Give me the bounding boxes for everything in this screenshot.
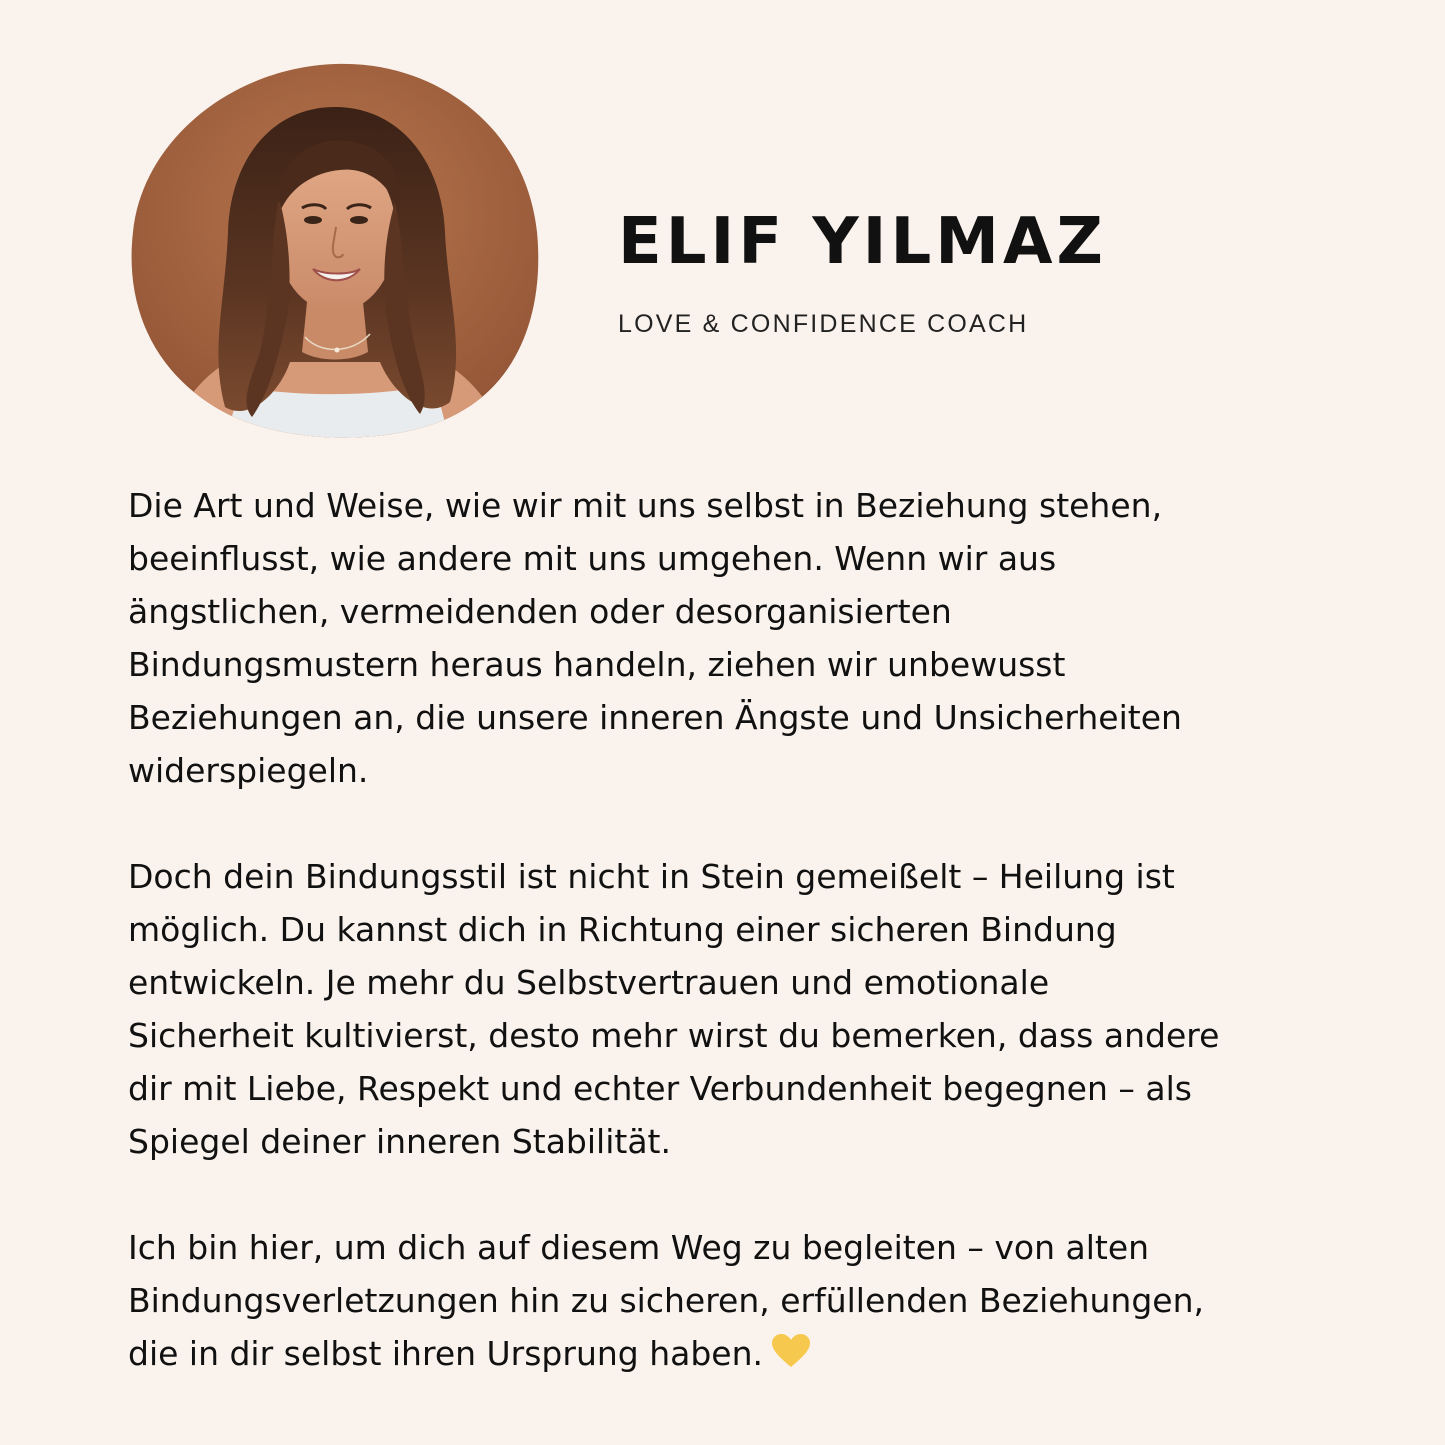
- bio-paragraph-2: [128, 850, 1368, 1168]
- text-line: Die Art und Weise, wie wir mit uns selbst in Beziehung stehen,: [128, 486, 1163, 525]
- bio-paragraph-3: [128, 1221, 1368, 1384]
- text-line: entwickeln. Je mehr du Selbstvertrauen und emotionale: [128, 963, 1050, 1002]
- profile-photo: [130, 62, 540, 442]
- yellow-heart-icon: [771, 1331, 811, 1384]
- profile-subtitle: LOVE & CONFIDENCE COACH: [618, 310, 1029, 338]
- text-line: Bindungsmustern heraus handeln, ziehen wir unbewusst: [128, 645, 1066, 684]
- text-line: widerspiegeln.: [128, 751, 369, 790]
- text-line: beeinflusst, wie andere mit uns umgehen. Wenn wir aus: [128, 539, 1057, 578]
- text-line: die in dir selbst ihren Ursprung haben.: [128, 1334, 764, 1373]
- bio-text: [128, 479, 1368, 1437]
- woman-portrait-photo: [130, 62, 540, 442]
- text-line: ängstlichen, vermeidenden oder desorganisierten: [128, 592, 952, 631]
- bio-paragraph-1: [128, 479, 1368, 797]
- text-line: Ich bin hier, um dich auf diesem Weg zu begleiten – von alten: [128, 1228, 1150, 1267]
- text-line: Beziehungen an, die unsere inneren Ängste und Unsicherheiten: [128, 698, 1182, 737]
- text-line: Sicherheit kultivierst, desto mehr wirst du bemerken, dass andere: [128, 1016, 1220, 1055]
- text-line: dir mit Liebe, Respekt und echter Verbundenheit begegnen – als: [128, 1069, 1192, 1108]
- text-line: Bindungsverletzungen hin zu sicheren, erfüllenden Beziehungen,: [128, 1281, 1204, 1320]
- profile-name: ELIF YILMAZ: [618, 205, 1107, 279]
- text-line: Spiegel deiner inneren Stabilität.: [128, 1122, 671, 1161]
- text-line: Doch dein Bindungsstil ist nicht in Stein gemeißelt – Heilung ist: [128, 857, 1175, 896]
- text-line: möglich. Du kannst dich in Richtung einer sicheren Bindung: [128, 910, 1117, 949]
- text-line-with-heart: [128, 1327, 1368, 1384]
